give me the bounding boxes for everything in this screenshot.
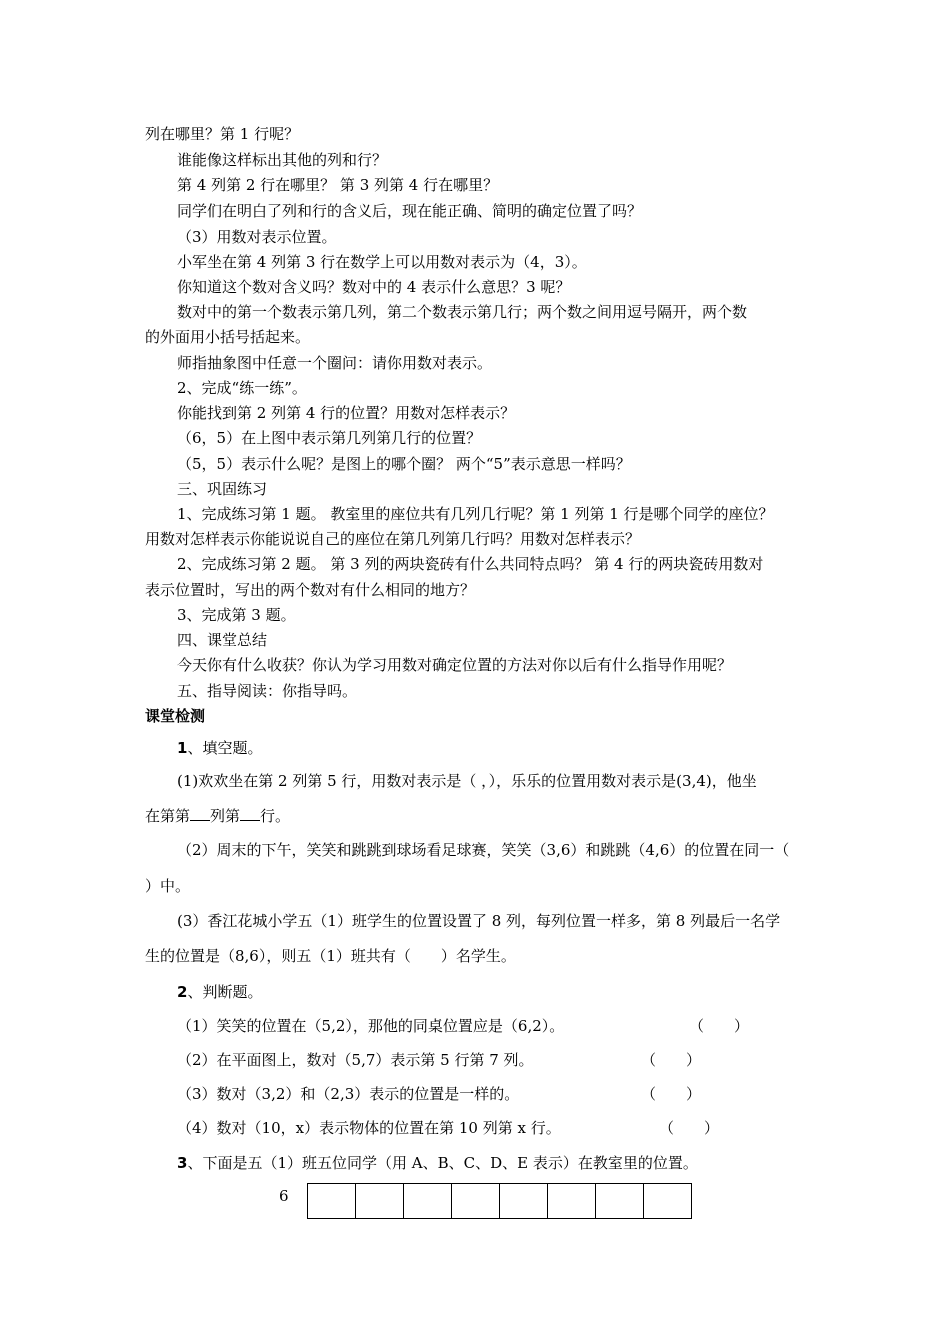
- question-number: 1: [177, 739, 188, 757]
- text-line: 谁能像这样标出其他的列和行？: [177, 151, 388, 169]
- text-line: 四、课堂总结: [177, 631, 268, 649]
- question-heading-text: 、判断题。: [187, 983, 263, 1001]
- text-line: 第 4 列第 2 行在哪里？ 第 3 列第 4 行在哪里？: [177, 176, 499, 194]
- answer-bracket[interactable]: （ ）: [689, 1017, 750, 1035]
- grid-cell: [596, 1184, 644, 1219]
- q1-part1-mid: 列第: [210, 807, 241, 825]
- grid-cell: [548, 1184, 596, 1219]
- text-line: 三、巩固练习: [177, 480, 268, 498]
- text-line: （5，5）表示什么呢？是图上的哪个圈？ 两个“5”表示意思一样吗？: [177, 455, 631, 473]
- text-line: 的外面用小括号括起来。: [145, 328, 311, 346]
- q1-part3-line1: (3）香江花城小学五（1）班学生的位置设置了 8 列，每列位置一样多，第 8 列最后一名学: [177, 912, 781, 930]
- question-number: 2: [177, 983, 188, 1001]
- text-line: 2、完成练习第 2 题。 第 3 列的两块瓷砖有什么共同特点吗？ 第 4 行的两块瓷砖用数对: [177, 555, 764, 573]
- judge-item: （2）在平面图上，数对（5,7）表示第 5 行第 7 列。: [177, 1051, 534, 1069]
- judge-item: （1）笑笑的位置在（5,2），那他的同桌位置应是（6,2）。: [177, 1017, 565, 1035]
- text-line: 同学们在明白了列和行的含义后，现在能正确、简明的确定位置了吗？: [177, 202, 643, 220]
- text-line: 列在哪里？第 1 行呢？: [145, 125, 300, 143]
- q1-part2-line1: （2）周末的下午，笑笑和跳跳到球场看足球赛，笑笑（3,6）和跳跳（4,6）的位置在同一（: [177, 841, 790, 859]
- answer-bracket[interactable]: （ ）: [659, 1119, 720, 1137]
- grid-cell: [404, 1184, 452, 1219]
- q1-part1-line2: [145, 806, 290, 826]
- judge-item: （4）数对（10，x）表示物体的位置在第 10 列第 x 行。: [177, 1119, 561, 1137]
- grid-cell: [500, 1184, 548, 1219]
- text-line: 3、完成第 3 题。: [177, 606, 296, 624]
- grid-row: [308, 1184, 692, 1219]
- q1-part1-post: 行。: [260, 807, 291, 825]
- text-line: 表示位置时，写出的两个数对有什么相同的地方？: [145, 581, 476, 599]
- question-1-heading: [177, 738, 262, 758]
- question-number: 3: [177, 1154, 188, 1172]
- answer-bracket[interactable]: （ ）: [641, 1051, 702, 1069]
- grid-cell: [452, 1184, 500, 1219]
- seat-grid: [307, 1183, 692, 1219]
- text-line: 师指抽象图中任意一个圈问：请你用数对表示。: [177, 354, 493, 372]
- fill-blank[interactable]: [190, 806, 210, 821]
- text-line: 数对中的第一个数表示第几列，第二个数表示第几行；两个数之间用逗号隔开，两个数: [177, 303, 748, 321]
- q1-part1-line1: (1)欢欢坐在第 2 列第 5 行，用数对表示是（ ，），乐乐的位置用数对表示是(3,4)，他坐: [177, 772, 757, 790]
- q1-part3-line2: 生的位置是（8,6），则五（1）班共有（ ）名学生。: [145, 947, 516, 965]
- text-line: 用数对怎样表示你能说说自己的座位在第几列第几行吗？用数对怎样表示？: [145, 530, 641, 548]
- grid-cell: [308, 1184, 356, 1219]
- question-heading-text: 、填空题。: [187, 739, 263, 757]
- text-line: 你知道这个数对含义吗？数对中的 4 表示什么意思？3 呢？: [177, 278, 571, 296]
- grid-row-label: 6: [279, 1187, 289, 1205]
- question-heading-text: 、下面是五（1）班五位同学（用 A、B、C、D、E 表示）在教室里的位置。: [187, 1154, 698, 1172]
- answer-bracket[interactable]: （ ）: [641, 1085, 702, 1103]
- section-title: 课堂检测: [145, 707, 206, 725]
- question-3-heading: [177, 1153, 698, 1173]
- fill-blank[interactable]: [240, 806, 260, 821]
- text-line: 2、完成“练一练”。: [177, 379, 307, 397]
- q1-part1-pre: 在第第: [145, 807, 191, 825]
- text-line: 今天你有什么收获？你认为学习用数对确定位置的方法对你以后有什么指导作用呢？: [177, 656, 733, 674]
- judge-item: （3）数对（3,2）和（2,3）表示的位置是一样的。: [177, 1085, 520, 1103]
- text-line: 五、指导阅读：你指导吗。: [177, 682, 358, 700]
- grid-cell: [644, 1184, 692, 1219]
- text-line: 小军坐在第 4 列第 3 行在数学上可以用数对表示为（4，3）。: [177, 253, 587, 271]
- grid-cell: [356, 1184, 404, 1219]
- text-line: 1、完成练习第 1 题。 教室里的座位共有几列几行呢？第 1 列第 1 行是哪个同学的座位？: [177, 505, 774, 523]
- question-2-heading: [177, 982, 262, 1002]
- text-line: （6，5）在上图中表示第几列第几行的位置？: [177, 429, 482, 447]
- q1-part2-line2: ）中。: [145, 877, 191, 895]
- text-line: 你能找到第 2 列第 4 行的位置？用数对怎样表示？: [177, 404, 516, 422]
- text-line: （3）用数对表示位置。: [177, 228, 337, 246]
